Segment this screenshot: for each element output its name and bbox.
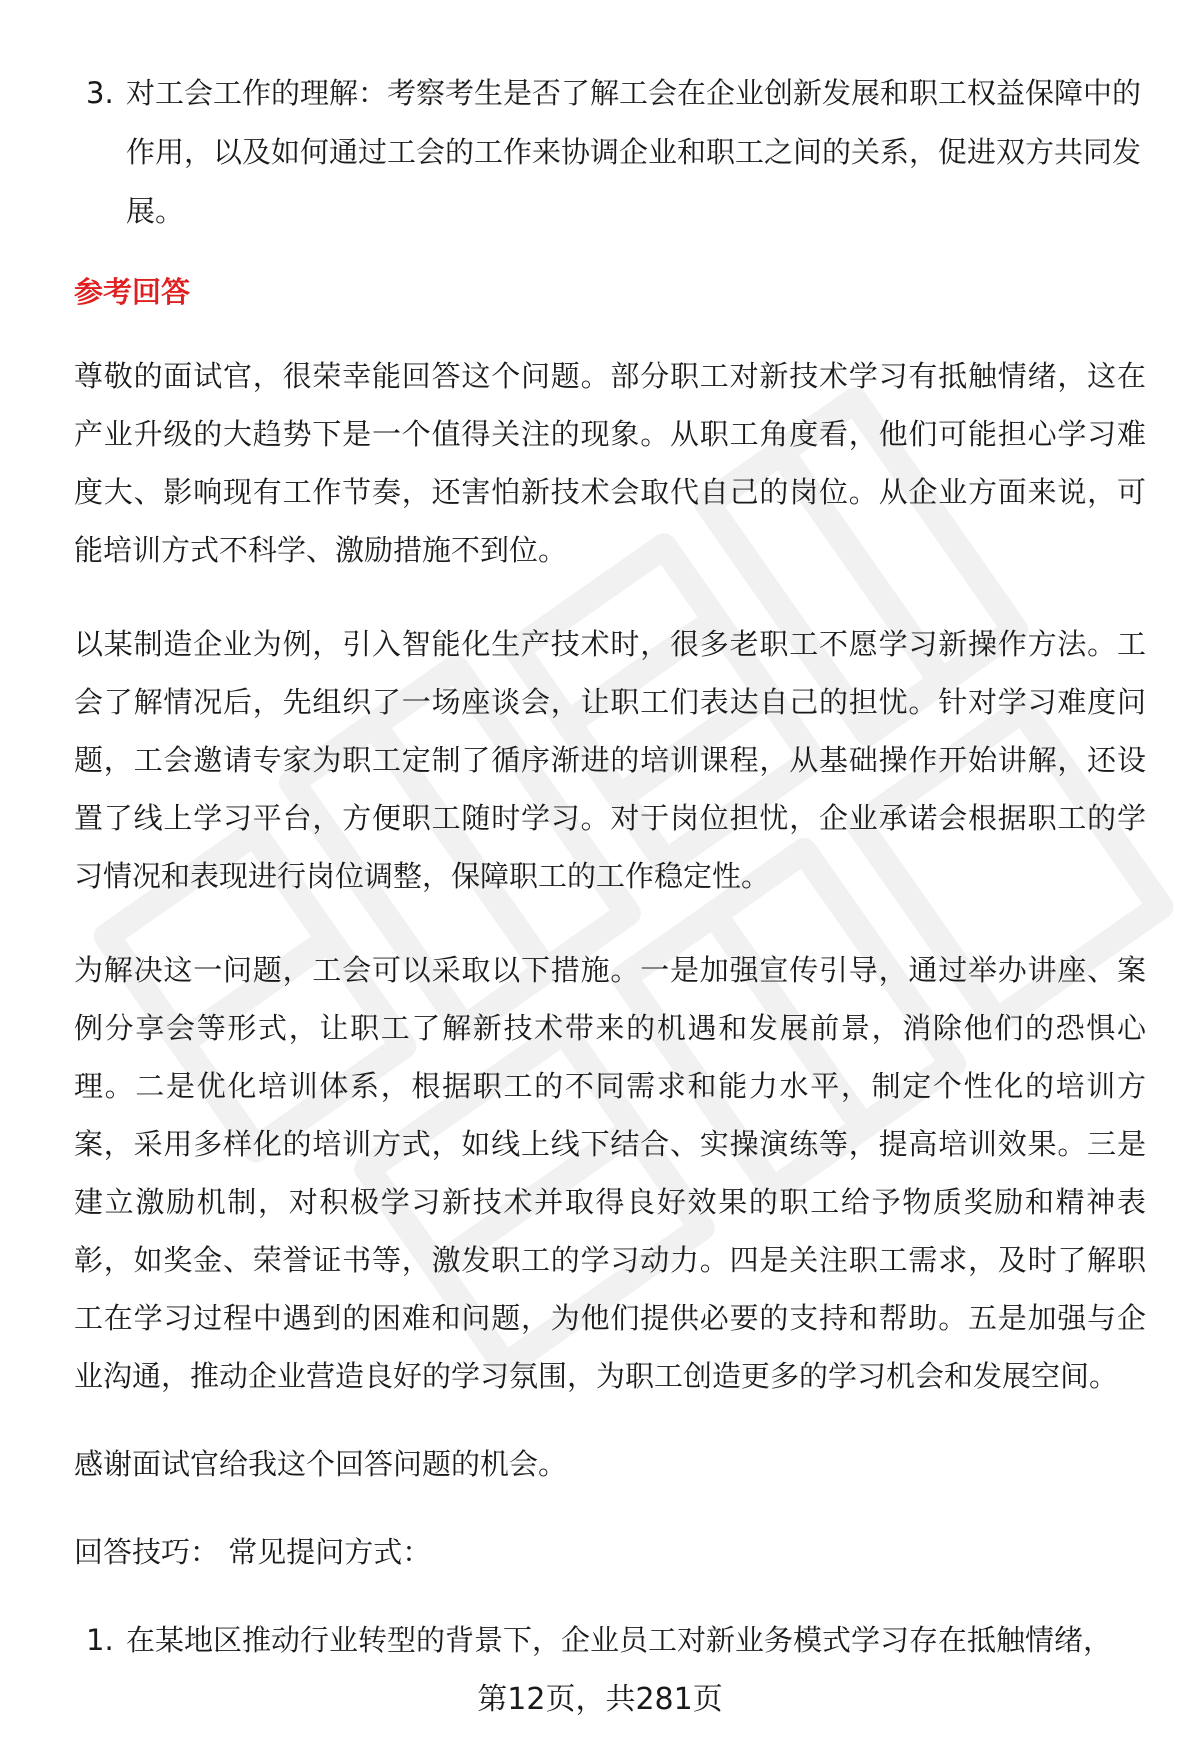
page-footer: 第12页，共281页 [477, 1682, 723, 1717]
list-item-number: 1. [86, 1623, 114, 1657]
list-item-text: 对工会工作的理解：考察考生是否了解工会在企业创新发展和职工权益保障中的作用，以及如何通过工会的工作来协调企业和职工之间的关系，促进双方共同发展。 [126, 76, 1142, 228]
main-content [74, 64, 1146, 1670]
closing-paragraph: 感谢面试官给我这个回答问题的机会。 [74, 1447, 568, 1481]
answer-heading: 参考回答 [74, 275, 191, 309]
answer-paragraph-1: 尊敬的面试官，很荣幸能回答这个问题。部分职工对新技术学习有抵触情绪，这在产业升级的大趋势下是一个值得关注的现象。从职工角度看，他们可能担心学习难度大、影响现有工作节奏，还害怕新技术会取代自己的岗位。从企业方面来说，可能培训方式不科学、激励措施不到位。 [74, 359, 1146, 567]
answer-paragraph-3: 为解决这一问题，工会可以采取以下措施。一是加强宣传引导，通过举办讲座、案例分享会等形式，让职工了解新技术带来的机遇和发展前景，消除他们的恐惧心理。二是优化培训体系，根据职工的不同需求和能力水平，制定个性化的培训方案，采用多样化的培训方式，如线上线下结合、实操演练等，提高培训效果。三是建立激励机制，对积极学习新技术并取得良好效果的职工给予物质奖励和精神表彰，如奖金、荣誉证书等，激发职工的学习动力。四是关注职工需求，及时了解职工在学习过程中遇到的困难和问题，为他们提供必要的支持和帮助。五是加强与企业沟通，推动企业营造良好的学习氛围，为职工创造更多的学习机会和发展空间。 [74, 953, 1146, 1393]
list-item-text: 在某地区推动行业转型的背景下，企业员工对新业务模式学习存在抵触情绪， [126, 1623, 1113, 1657]
list-item-number: 3. [86, 76, 114, 110]
criteria-list-item [74, 64, 1146, 241]
question-list-item [74, 1611, 1146, 1670]
tips-label: 回答技巧： 常见提问方式： [74, 1535, 432, 1569]
answer-paragraph-2: 以某制造企业为例，引入智能化生产技术时，很多老职工不愿学习新操作方法。工会了解情况后，先组织了一场座谈会，让职工们表达自己的担忧。针对学习难度问题，工会邀请专家为职工定制了循序渐进的培训课程，从基础操作开始讲解，还设置了线上学习平台，方便职工随时学习。对于岗位担忧，企业承诺会根据职工的学习情况和表现进行岗位调整，保障职工的工作稳定性。 [74, 627, 1146, 893]
